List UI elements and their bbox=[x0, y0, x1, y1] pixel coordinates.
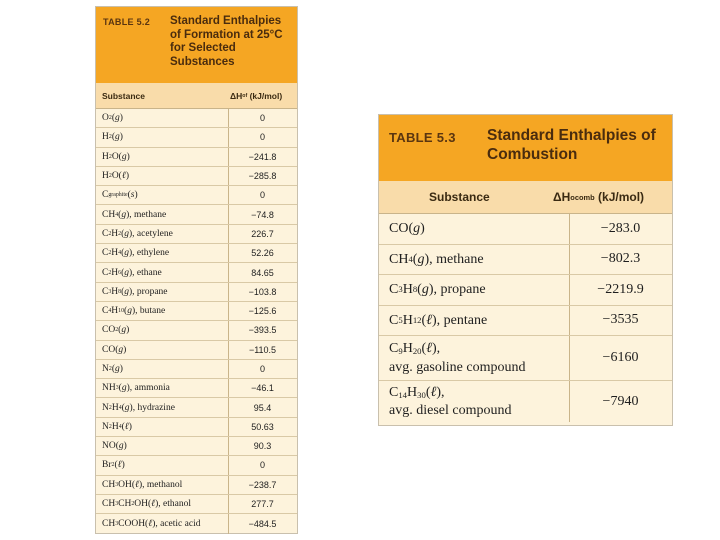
table-row bbox=[379, 275, 672, 306]
value-cell: 0 bbox=[259, 190, 265, 201]
substance-cell: $C_9H_{20}(\ell)$, avg. gasoline compound bbox=[389, 341, 526, 375]
table-row bbox=[379, 214, 672, 245]
substance-cell: C 5 H 12 ( ℓ ), pentane bbox=[389, 312, 488, 328]
table-row bbox=[96, 263, 297, 282]
table-row bbox=[96, 341, 297, 360]
table-body bbox=[379, 214, 672, 422]
value-cell: −2219.9 bbox=[597, 281, 644, 297]
value-cell: 0 bbox=[259, 460, 265, 471]
table-row bbox=[96, 398, 297, 417]
table-row bbox=[96, 360, 297, 379]
table-row bbox=[96, 514, 297, 533]
table-row bbox=[379, 381, 672, 422]
substance-cell: O 2 ( g ) bbox=[102, 113, 123, 124]
substance-cell: CO( g ) bbox=[102, 344, 127, 355]
table-row bbox=[96, 437, 297, 456]
substance-cell: N 2 H 4 ( ℓ ) bbox=[102, 421, 132, 432]
table-body bbox=[96, 109, 297, 534]
substance-cell: CH 3 OH( ℓ ), methanol bbox=[102, 479, 183, 490]
table-row bbox=[379, 306, 672, 337]
substance-cell: H 2 O( ℓ ) bbox=[102, 171, 129, 182]
substance-cell: C 2 H 4 ( g ), ethylene bbox=[102, 248, 170, 259]
table-5-3 bbox=[378, 114, 673, 426]
table-label: TABLE 5.3 bbox=[389, 130, 456, 145]
substance-cell: CO 2 ( g ) bbox=[102, 325, 130, 336]
value-cell: −103.8 bbox=[248, 286, 277, 297]
substance-cell: CH 4 ( g ), methane bbox=[102, 209, 167, 220]
table-row bbox=[96, 476, 297, 495]
value-cell: 0 bbox=[259, 364, 265, 374]
substance-cell: N 2 H 4 ( g ), hydrazine bbox=[102, 402, 175, 413]
substance-cell: C 2 H 2 ( g ), acetylene bbox=[102, 228, 173, 239]
value-cell: 84.65 bbox=[251, 267, 274, 278]
table-title: Standard Enthalpies of Formation at 25°C for Selected Substances bbox=[170, 15, 283, 68]
value-cell: −285.8 bbox=[248, 171, 277, 182]
substance-cell: CH 3 CH 2 OH( ℓ ), ethanol bbox=[102, 499, 192, 510]
table-label: TABLE 5.2 bbox=[103, 17, 151, 27]
table-row bbox=[96, 148, 297, 167]
value-cell: −46.1 bbox=[251, 383, 274, 394]
value-cell: 226.7 bbox=[251, 228, 274, 239]
substance-cell: NO( g ) bbox=[102, 441, 127, 452]
table-row bbox=[96, 456, 297, 475]
column-headers bbox=[379, 181, 672, 214]
value-cell: −125.6 bbox=[248, 306, 277, 317]
table-5-2 bbox=[95, 6, 298, 534]
value-cell: −283.0 bbox=[600, 220, 641, 236]
value-cell: −238.7 bbox=[248, 479, 277, 490]
table-row bbox=[96, 244, 297, 263]
value-cell: 277.7 bbox=[251, 499, 274, 510]
table-row bbox=[379, 336, 672, 381]
table-title: Standard Enthalpies of Combustion bbox=[487, 127, 656, 163]
substance-cell: $C_{14}H_{30}(\ell)$, avg. diesel compound bbox=[389, 384, 512, 419]
substance-cell: C 3 H 8 ( g ), propane bbox=[389, 282, 486, 298]
value-cell: 50.63 bbox=[251, 421, 274, 432]
value-cell: −6160 bbox=[602, 350, 639, 365]
table-row bbox=[96, 495, 297, 514]
value-cell: 0 bbox=[259, 132, 265, 143]
value-cell: 90.3 bbox=[253, 441, 272, 452]
value-cell: 95.4 bbox=[253, 402, 272, 413]
substance-cell: C 3 H 8 ( g ), propane bbox=[102, 286, 168, 297]
substance-cell: CH 3 COOH( ℓ ), acetic acid bbox=[102, 518, 201, 529]
table-row bbox=[96, 302, 297, 321]
table-header bbox=[379, 115, 672, 181]
value-cell: −74.8 bbox=[251, 209, 274, 220]
value-cell: −3535 bbox=[602, 312, 639, 328]
substance-cell: NH 3 ( g ), ammonia bbox=[102, 383, 170, 394]
table-row bbox=[96, 205, 297, 224]
substance-cell: C 4 H 10 ( g ), butane bbox=[102, 306, 166, 317]
table-row bbox=[96, 186, 297, 205]
value-cell: −110.5 bbox=[248, 344, 277, 355]
substance-cell: C 2 H 6 ( g ), ethane bbox=[102, 267, 162, 278]
table-row bbox=[96, 283, 297, 302]
column-headers bbox=[96, 83, 297, 109]
value-cell: −484.5 bbox=[248, 518, 277, 529]
value-cell: −393.5 bbox=[248, 325, 277, 336]
substance-cell: N 2 ( g ) bbox=[102, 364, 123, 374]
column-header-enthalpy: ΔH o comb (kJ/mol) bbox=[553, 190, 645, 204]
table-header bbox=[96, 7, 297, 83]
value-cell: −802.3 bbox=[600, 251, 641, 267]
substance-cell: CH 4 ( g ), methane bbox=[389, 251, 484, 267]
table-row bbox=[96, 321, 297, 340]
table-row bbox=[96, 225, 297, 244]
substance-cell: H 2 O( g ) bbox=[102, 151, 130, 162]
table-row bbox=[379, 245, 672, 276]
column-header-enthalpy: ΔH o f (kJ/mol) bbox=[230, 90, 283, 101]
column-header-substance: Substance bbox=[429, 190, 490, 204]
table-row bbox=[96, 379, 297, 398]
value-cell: 0 bbox=[259, 113, 265, 124]
table-row bbox=[96, 418, 297, 437]
substance-cell: Br 2 ( ℓ ) bbox=[102, 460, 125, 471]
table-row bbox=[96, 167, 297, 186]
table-row bbox=[96, 109, 297, 128]
substance-cell: C graphite ( s ) bbox=[102, 190, 138, 201]
value-cell: 52.26 bbox=[251, 248, 274, 259]
table-row bbox=[96, 128, 297, 147]
value-cell: −7940 bbox=[602, 393, 639, 409]
column-header-substance: Substance bbox=[102, 90, 145, 101]
substance-cell: CO( g ) bbox=[389, 221, 425, 237]
substance-cell: H 2 ( g ) bbox=[102, 132, 123, 143]
value-cell: −241.8 bbox=[248, 151, 277, 162]
